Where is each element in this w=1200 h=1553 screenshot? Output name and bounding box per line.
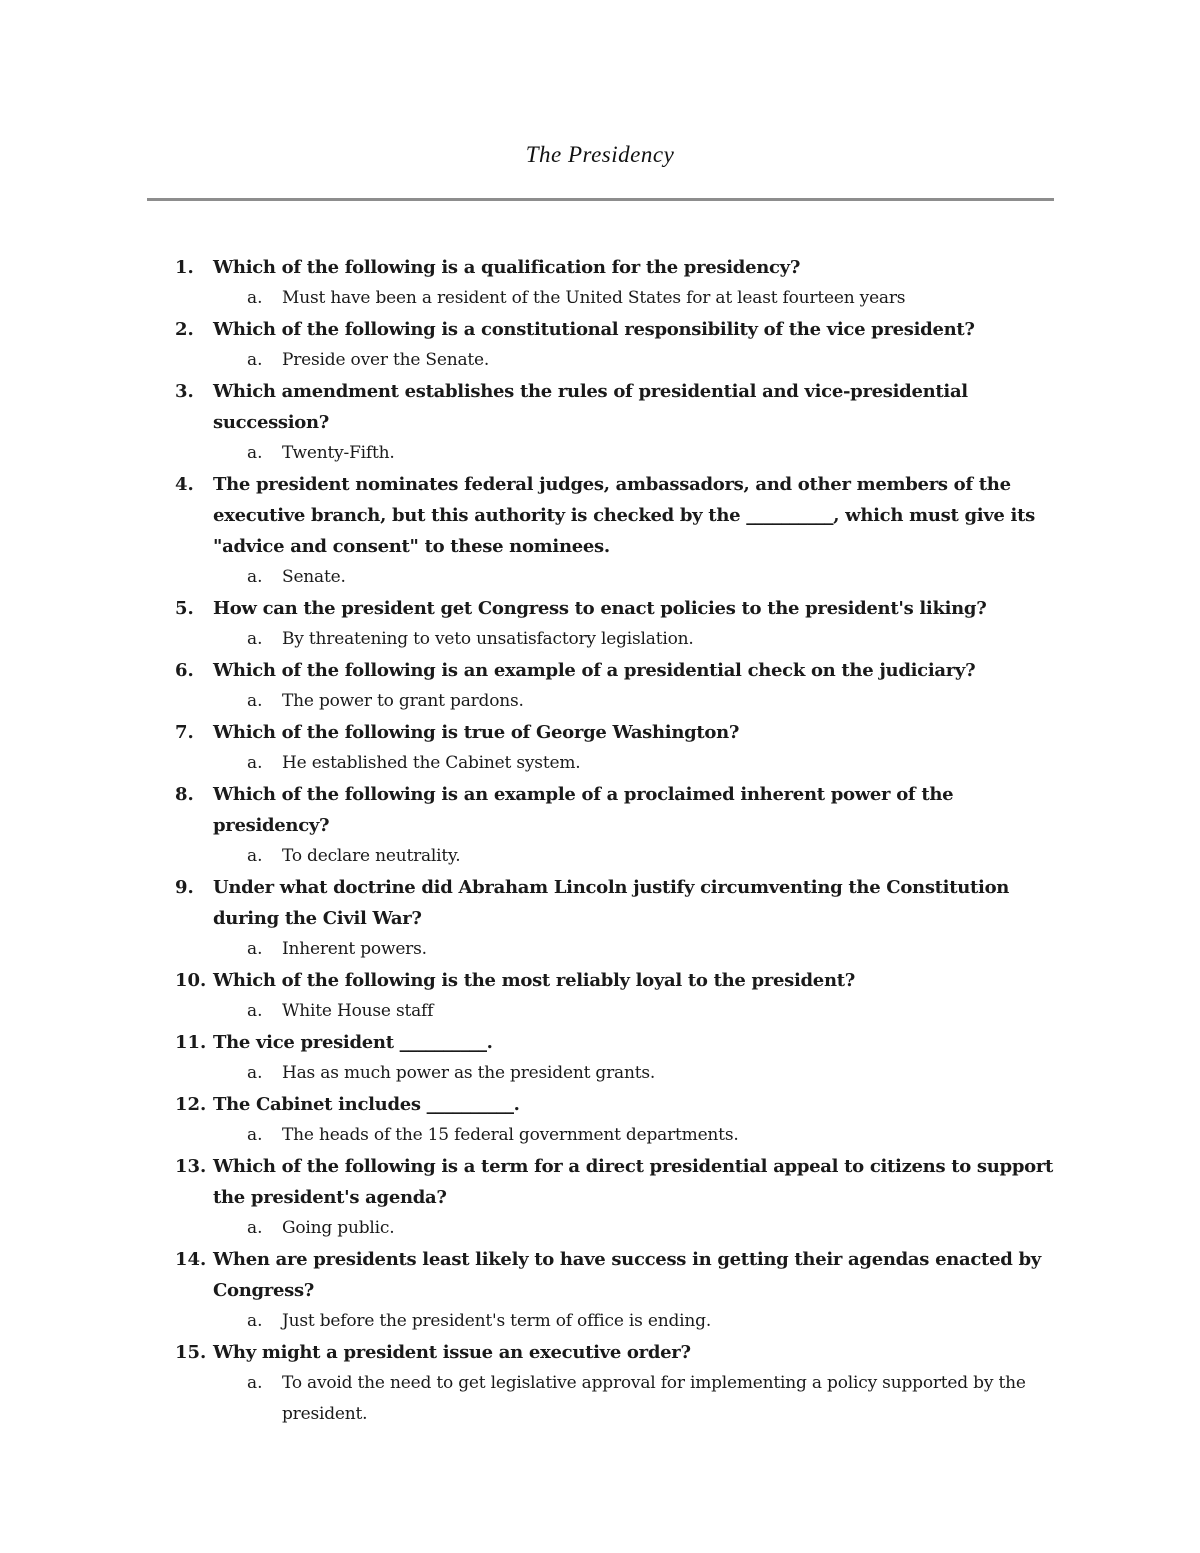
answer-line [175, 345, 1060, 376]
answer-line [175, 1058, 1060, 1089]
answer-letter: a. [247, 443, 263, 463]
answer-line [175, 283, 1060, 314]
question-text: Which of the following is a constitutional responsibility of the vice president? [213, 319, 975, 340]
question-item [175, 717, 1060, 779]
question-line [175, 469, 1060, 562]
answer-line [175, 562, 1060, 593]
title-divider [147, 198, 1054, 201]
question-text: How can the president get Congress to enact policies to the president's liking? [213, 598, 987, 619]
question-list [175, 252, 1060, 1430]
answer-letter: a. [247, 1001, 263, 1021]
question-text: Which of the following is true of George Washington? [213, 722, 740, 743]
question-item [175, 1151, 1060, 1244]
question-number: 5. [175, 598, 194, 619]
question-line [175, 872, 1060, 934]
question-line [175, 1244, 1060, 1306]
answer-text: Senate. [282, 567, 346, 587]
question-text: Which amendment establishes the rules of presidential and vice-presidential succession? [213, 381, 968, 433]
answer-text: He established the Cabinet system. [282, 753, 581, 773]
answer-letter: a. [247, 691, 263, 711]
question-item [175, 1027, 1060, 1089]
answer-letter: a. [247, 1125, 263, 1145]
answer-letter: a. [247, 846, 263, 866]
question-number: 8. [175, 784, 194, 805]
answer-text: To avoid the need to get legislative approval for implementing a policy supported by the president. [282, 1373, 1026, 1424]
question-number: 15. [175, 1342, 207, 1363]
answer-line [175, 841, 1060, 872]
question-text: The vice president __________. [213, 1032, 493, 1053]
question-line [175, 252, 1060, 283]
question-item [175, 314, 1060, 376]
answer-line [175, 996, 1060, 1027]
answer-letter: a. [247, 350, 263, 370]
answer-text: To declare neutrality. [282, 846, 461, 866]
question-text: When are presidents least likely to have success in getting their agendas enacted by Congress? [213, 1249, 1041, 1301]
answer-text: White House staff [282, 1001, 434, 1021]
answer-text: Has as much power as the president grants. [282, 1063, 656, 1083]
question-number: 4. [175, 474, 194, 495]
answer-text: Must have been a resident of the United States for at least fourteen years [282, 288, 906, 308]
answer-text: Just before the president's term of office is ending. [282, 1311, 712, 1331]
answer-text: Preside over the Senate. [282, 350, 490, 370]
question-line [175, 1089, 1060, 1120]
answer-text: The heads of the 15 federal government departments. [282, 1125, 739, 1145]
answer-line [175, 934, 1060, 965]
answer-line [175, 748, 1060, 779]
question-number: 6. [175, 660, 194, 681]
question-line [175, 1151, 1060, 1213]
answer-letter: a. [247, 1063, 263, 1083]
page-title: The Presidency [525, 142, 675, 167]
question-line [175, 965, 1060, 996]
answer-line [175, 1213, 1060, 1244]
question-item [175, 965, 1060, 1027]
question-item [175, 655, 1060, 717]
answer-text: Going public. [282, 1218, 395, 1238]
question-text: The president nominates federal judges, ambassadors, and other members of the executive branch, but this authority is checked by the __________, which must give its "advice and consent" to these nominees. [213, 474, 1035, 557]
answer-letter: a. [247, 1373, 263, 1393]
answer-text: Inherent powers. [282, 939, 427, 959]
answer-letter: a. [247, 567, 263, 587]
question-item [175, 1244, 1060, 1337]
question-line [175, 655, 1060, 686]
question-line [175, 717, 1060, 748]
question-line [175, 376, 1060, 438]
question-number: 13. [175, 1156, 207, 1177]
question-text: Which of the following is an example of a presidential check on the judiciary? [213, 660, 976, 681]
question-text: The Cabinet includes __________. [213, 1094, 520, 1115]
answer-letter: a. [247, 1311, 263, 1331]
question-text: Which of the following is the most reliably loyal to the president? [213, 970, 855, 991]
answer-letter: a. [247, 753, 263, 773]
answer-text: By threatening to veto unsatisfactory legislation. [282, 629, 694, 649]
question-number: 7. [175, 722, 194, 743]
question-item [175, 1337, 1060, 1430]
question-text: Which of the following is a qualification for the presidency? [213, 257, 801, 278]
question-text: Why might a president issue an executive order? [213, 1342, 691, 1363]
question-item [175, 1089, 1060, 1151]
question-text: Which of the following is a term for a direct presidential appeal to citizens to support the president's agenda? [213, 1156, 1054, 1208]
answer-letter: a. [247, 629, 263, 649]
answer-letter: a. [247, 939, 263, 959]
answer-text: Twenty-Fifth. [282, 443, 395, 463]
question-line [175, 779, 1060, 841]
answer-line [175, 1306, 1060, 1337]
question-line [175, 1027, 1060, 1058]
answer-line [175, 438, 1060, 469]
question-item [175, 593, 1060, 655]
answer-line [175, 1120, 1060, 1151]
question-number: 1. [175, 257, 194, 278]
question-line [175, 1337, 1060, 1368]
question-item [175, 376, 1060, 469]
question-number: 10. [175, 970, 207, 991]
answer-line [175, 1368, 1060, 1430]
question-text: Under what doctrine did Abraham Lincoln justify circumventing the Constitution during the Civil War? [213, 877, 1010, 929]
question-number: 9. [175, 877, 194, 898]
answer-text: The power to grant pardons. [282, 691, 524, 711]
question-line [175, 314, 1060, 345]
answer-letter: a. [247, 288, 263, 308]
answer-line [175, 686, 1060, 717]
answer-letter: a. [247, 1218, 263, 1238]
question-item [175, 872, 1060, 965]
question-number: 3. [175, 381, 194, 402]
question-number: 11. [175, 1032, 207, 1053]
question-text: Which of the following is an example of a proclaimed inherent power of the presidency? [213, 784, 954, 836]
question-item [175, 779, 1060, 872]
answer-line [175, 624, 1060, 655]
question-item [175, 252, 1060, 314]
question-item [175, 469, 1060, 593]
question-line [175, 593, 1060, 624]
question-number: 2. [175, 319, 194, 340]
question-number: 14. [175, 1249, 207, 1270]
question-number: 12. [175, 1094, 207, 1115]
